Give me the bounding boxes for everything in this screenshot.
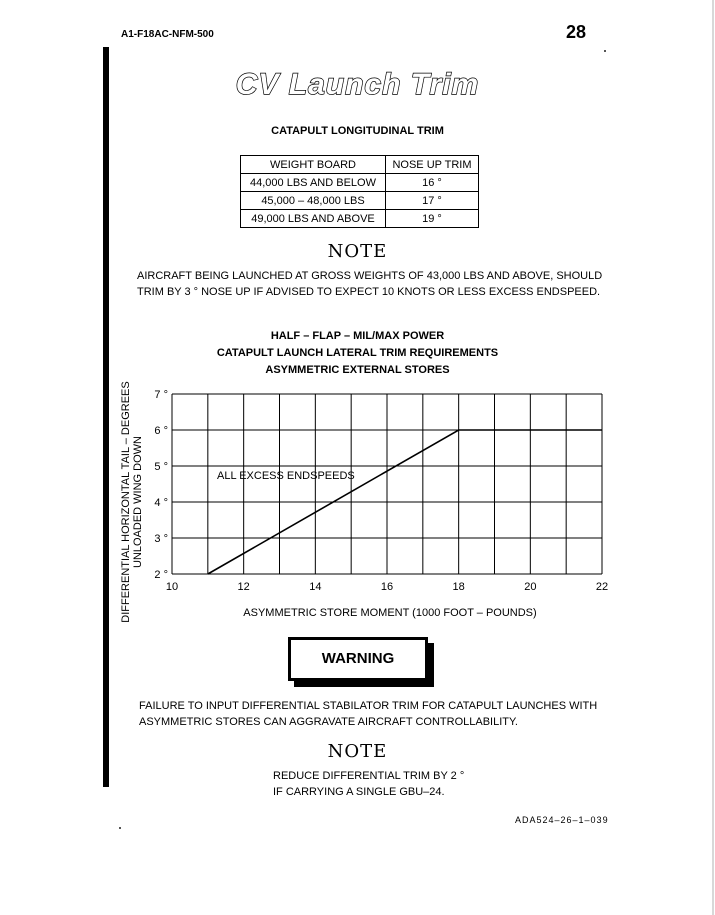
- y-tick-label: 6 °: [154, 425, 168, 437]
- warning-text: [139, 698, 609, 730]
- table-row: [241, 174, 479, 192]
- x-tick-label: 14: [309, 581, 322, 593]
- trim-cell: 17 °: [386, 192, 479, 210]
- x-tick-label: 16: [380, 581, 394, 593]
- warning-line: FAILURE TO INPUT DIFFERENTIAL STABILATOR TRIM FOR CATAPULT LAUNCHES WITH: [139, 700, 598, 712]
- chart-title: [0, 328, 715, 379]
- x-axis-label: ASYMMETRIC STORE MOMENT (1000 FOOT – POUNDS): [243, 607, 537, 619]
- x-tick-label: 22: [595, 581, 609, 593]
- chart-title-line: HALF – FLAP – MIL/MAX POWER: [270, 330, 445, 342]
- note-heading: NOTE: [327, 241, 388, 262]
- lateral-trim-chart: [110, 380, 610, 625]
- y-tick-label: 3 °: [154, 533, 168, 545]
- trim-cell: 16 °: [386, 174, 479, 192]
- warning-box: WARNING: [288, 637, 428, 681]
- note-line: IF CARRYING A SINGLE GBU–24.: [273, 786, 445, 798]
- chart-title-line: ASYMMETRIC EXTERNAL STORES: [265, 364, 450, 376]
- x-tick-label: 10: [165, 581, 179, 593]
- chart-grid: [172, 394, 602, 574]
- y-tick-label: 2 °: [154, 569, 168, 581]
- table-header-row: [241, 156, 479, 174]
- weight-cell: 44,000 LBS AND BELOW: [241, 174, 386, 192]
- document-id: A1-F18AC-NFM-500: [121, 29, 214, 40]
- column-header-nose-up-trim: NOSE UP TRIM: [386, 156, 479, 174]
- figure-id: ADA524–26–1–039: [515, 815, 609, 825]
- y-tick-label: 4 °: [154, 497, 168, 509]
- note-text: [273, 768, 533, 800]
- warning-line: ASYMMETRIC STORES CAN AGGRAVATE AIRCRAFT CONTROLLABILITY.: [139, 716, 518, 728]
- weight-cell: 45,000 – 48,000 LBS: [241, 192, 386, 210]
- change-bar: [103, 47, 109, 787]
- table-row: [241, 210, 479, 228]
- note-line: AIRCRAFT BEING LAUNCHED AT GROSS WEIGHTS OF 43,000 LBS AND ABOVE, SHOULD: [137, 270, 603, 282]
- scan-speck: [119, 827, 121, 829]
- trim-cell: 19 °: [386, 210, 479, 228]
- y-axis-label: DIFFERENTIAL HORIZONTAL TAIL – DEGREES: [120, 381, 132, 623]
- longitudinal-trim-table: [240, 155, 479, 228]
- note-line: REDUCE DIFFERENTIAL TRIM BY 2 °: [273, 770, 465, 782]
- note-text: [137, 268, 617, 300]
- note-line: TRIM BY 3 ° NOSE UP IF ADVISED TO EXPECT 10 KNOTS OR LESS EXCESS ENDSPEED.: [137, 286, 601, 298]
- series-label: ALL EXCESS ENDSPEEDS: [217, 470, 355, 482]
- trim-table-title: CATAPULT LONGITUDINAL TRIM: [271, 125, 444, 137]
- page-edge-shadow: [712, 0, 714, 915]
- table-row: [241, 192, 479, 210]
- chart-ticks: [154, 389, 608, 593]
- chart-title-line: CATAPULT LAUNCH LATERAL TRIM REQUIREMENTS: [216, 347, 499, 359]
- y-tick-label: 5 °: [154, 461, 168, 473]
- page-title: CV Launch Trim: [235, 68, 480, 101]
- page-number: 28: [566, 22, 587, 42]
- scan-speck: [604, 50, 606, 52]
- x-tick-label: 18: [452, 581, 465, 593]
- y-axis-label-secondary: UNLOADED WING DOWN: [132, 436, 144, 568]
- note-heading: NOTE: [327, 741, 388, 762]
- weight-cell: 49,000 LBS AND ABOVE: [241, 210, 386, 228]
- y-tick-label: 7 °: [154, 389, 168, 401]
- x-tick-label: 12: [237, 581, 250, 593]
- x-tick-label: 20: [524, 581, 537, 593]
- column-header-weight-board: WEIGHT BOARD: [241, 156, 386, 174]
